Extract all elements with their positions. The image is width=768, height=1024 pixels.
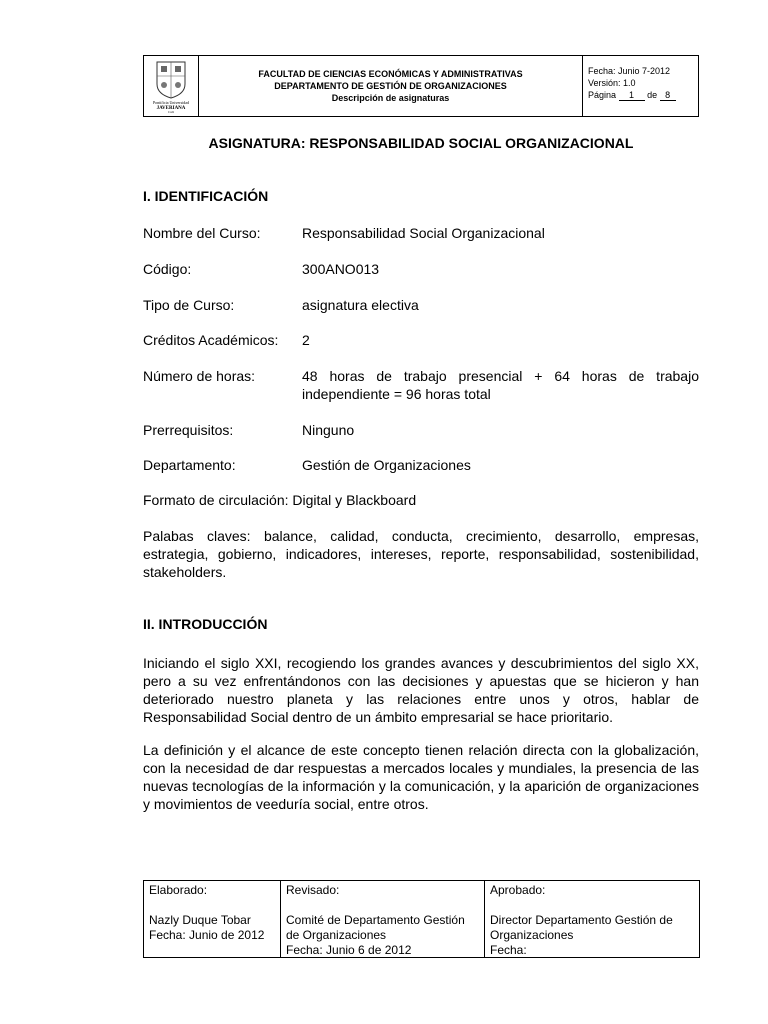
logo-text-line2: JAVERIANA [156,106,186,111]
header-center [199,56,583,116]
page-total: 8 [660,90,676,101]
header-page [588,89,698,101]
formato-circulacion: Formato de circulación: Digital y Blackboard [143,492,417,508]
intro-paragraph-1: Iniciando el siglo XXI, recogiendo los grandes avances y descubrimientos del siglo XX, pero a su vez enfrentándonos con las decisiones y apuestas que se hicieron y han deteriorado nuestro planeta y las relaciones entre unos y otros, hablar de Responsabilidad Social dentro de un ámbito empresarial se hace prioritario. [143,655,699,725]
field-tipo-value: asignatura electiva [302,297,419,313]
page-number: 1 [619,90,645,101]
header-faculty: FACULTAD DE CIENCIAS ECONÓMICAS Y ADMINISTRATIVAS [258,69,523,79]
revisado-date: Fecha: Junio 6 de 2012 [286,943,412,957]
logo-cell [144,56,199,116]
field-horas-label: Número de horas: [143,368,256,384]
field-nombre-value: Responsabilidad Social Organizacional [302,225,545,241]
intro-paragraph-2: La definición y el alcance de este concepto tienen relación directa con la globalización, con la necesidad de dar respuestas a mercados locales y mundiales, la presencia de las nuevas tecnologías de la información y la comunicación, y la aparición de organizaciones y movimientos de veeduría social, entre otros. [143,742,699,812]
aprobado-line2: Organizaciones [490,928,574,942]
page-label: Página [588,90,617,100]
approval-aprobado [484,881,699,957]
header-version: Versión: 1.0 [588,78,636,88]
field-prerrequisitos-value: Ninguno [302,422,355,438]
field-codigo [143,260,699,278]
revisado-line2: de Organizaciones [286,928,387,942]
approval-table [143,880,700,958]
field-nombre-label: Nombre del Curso: [143,225,261,241]
university-crest-icon [147,58,195,114]
approval-elaborado [144,881,280,957]
field-prerrequisitos-label: Prerrequisitos: [143,422,234,438]
elaborado-label: Elaborado: [149,883,208,897]
logo-text-line1: Pontificia Universidad [152,100,190,105]
field-horas [143,367,699,403]
revisado-line1: Comité de Departamento Gestión [286,913,465,927]
page-of: de [647,90,658,100]
field-creditos [143,331,699,349]
header-table [143,55,699,117]
field-departamento [143,456,699,474]
field-creditos-value: 2 [302,332,310,348]
document-title: ASIGNATURA: RESPONSABILIDAD SOCIAL ORGANIZACIONAL [208,135,634,151]
field-tipo-label: Tipo de Curso: [143,297,235,313]
field-prerrequisitos [143,421,699,439]
approval-revisado [280,881,484,957]
header-date: Fecha: Junio 7-2012 [588,66,671,76]
header-department: DEPARTAMENTO DE GESTIÓN DE ORGANIZACIONES [274,81,507,91]
field-tipo [143,296,699,314]
elaborado-name: Nazly Duque Tobar [149,913,251,927]
header-doc-type: Descripción de asignaturas [331,93,450,103]
aprobado-line1: Director Departamento Gestión de [490,913,673,927]
elaborado-date: Fecha: Junio de 2012 [149,928,265,942]
revisado-label: Revisado: [286,883,340,897]
header-meta [583,56,698,116]
section-identificacion-heading: I. IDENTIFICACIÓN [143,188,269,204]
section-introduccion-heading: II. INTRODUCCIÓN [143,616,268,632]
logo-text-line3: Cali [168,110,174,114]
field-horas-value: 48 horas de trabajo presencial + 64 horas de trabajo independiente = 96 horas total [302,368,699,402]
field-departamento-label: Departamento: [143,457,236,473]
field-codigo-value: 300ANO013 [302,261,380,277]
aprobado-label: Aprobado: [490,883,546,897]
field-creditos-label: Créditos Académicos: [143,332,279,348]
field-codigo-label: Código: [143,261,192,277]
aprobado-date: Fecha: [490,943,527,957]
field-departamento-value: Gestión de Organizaciones [302,457,471,473]
field-nombre [143,224,699,242]
palabras-claves: Palabas claves: balance, calidad, conducta, crecimiento, desarrollo, empresas, estrategia, gobierno, indicadores, intereses, reporte, responsabilidad, sostenibilidad, stakeholders. [143,528,699,580]
